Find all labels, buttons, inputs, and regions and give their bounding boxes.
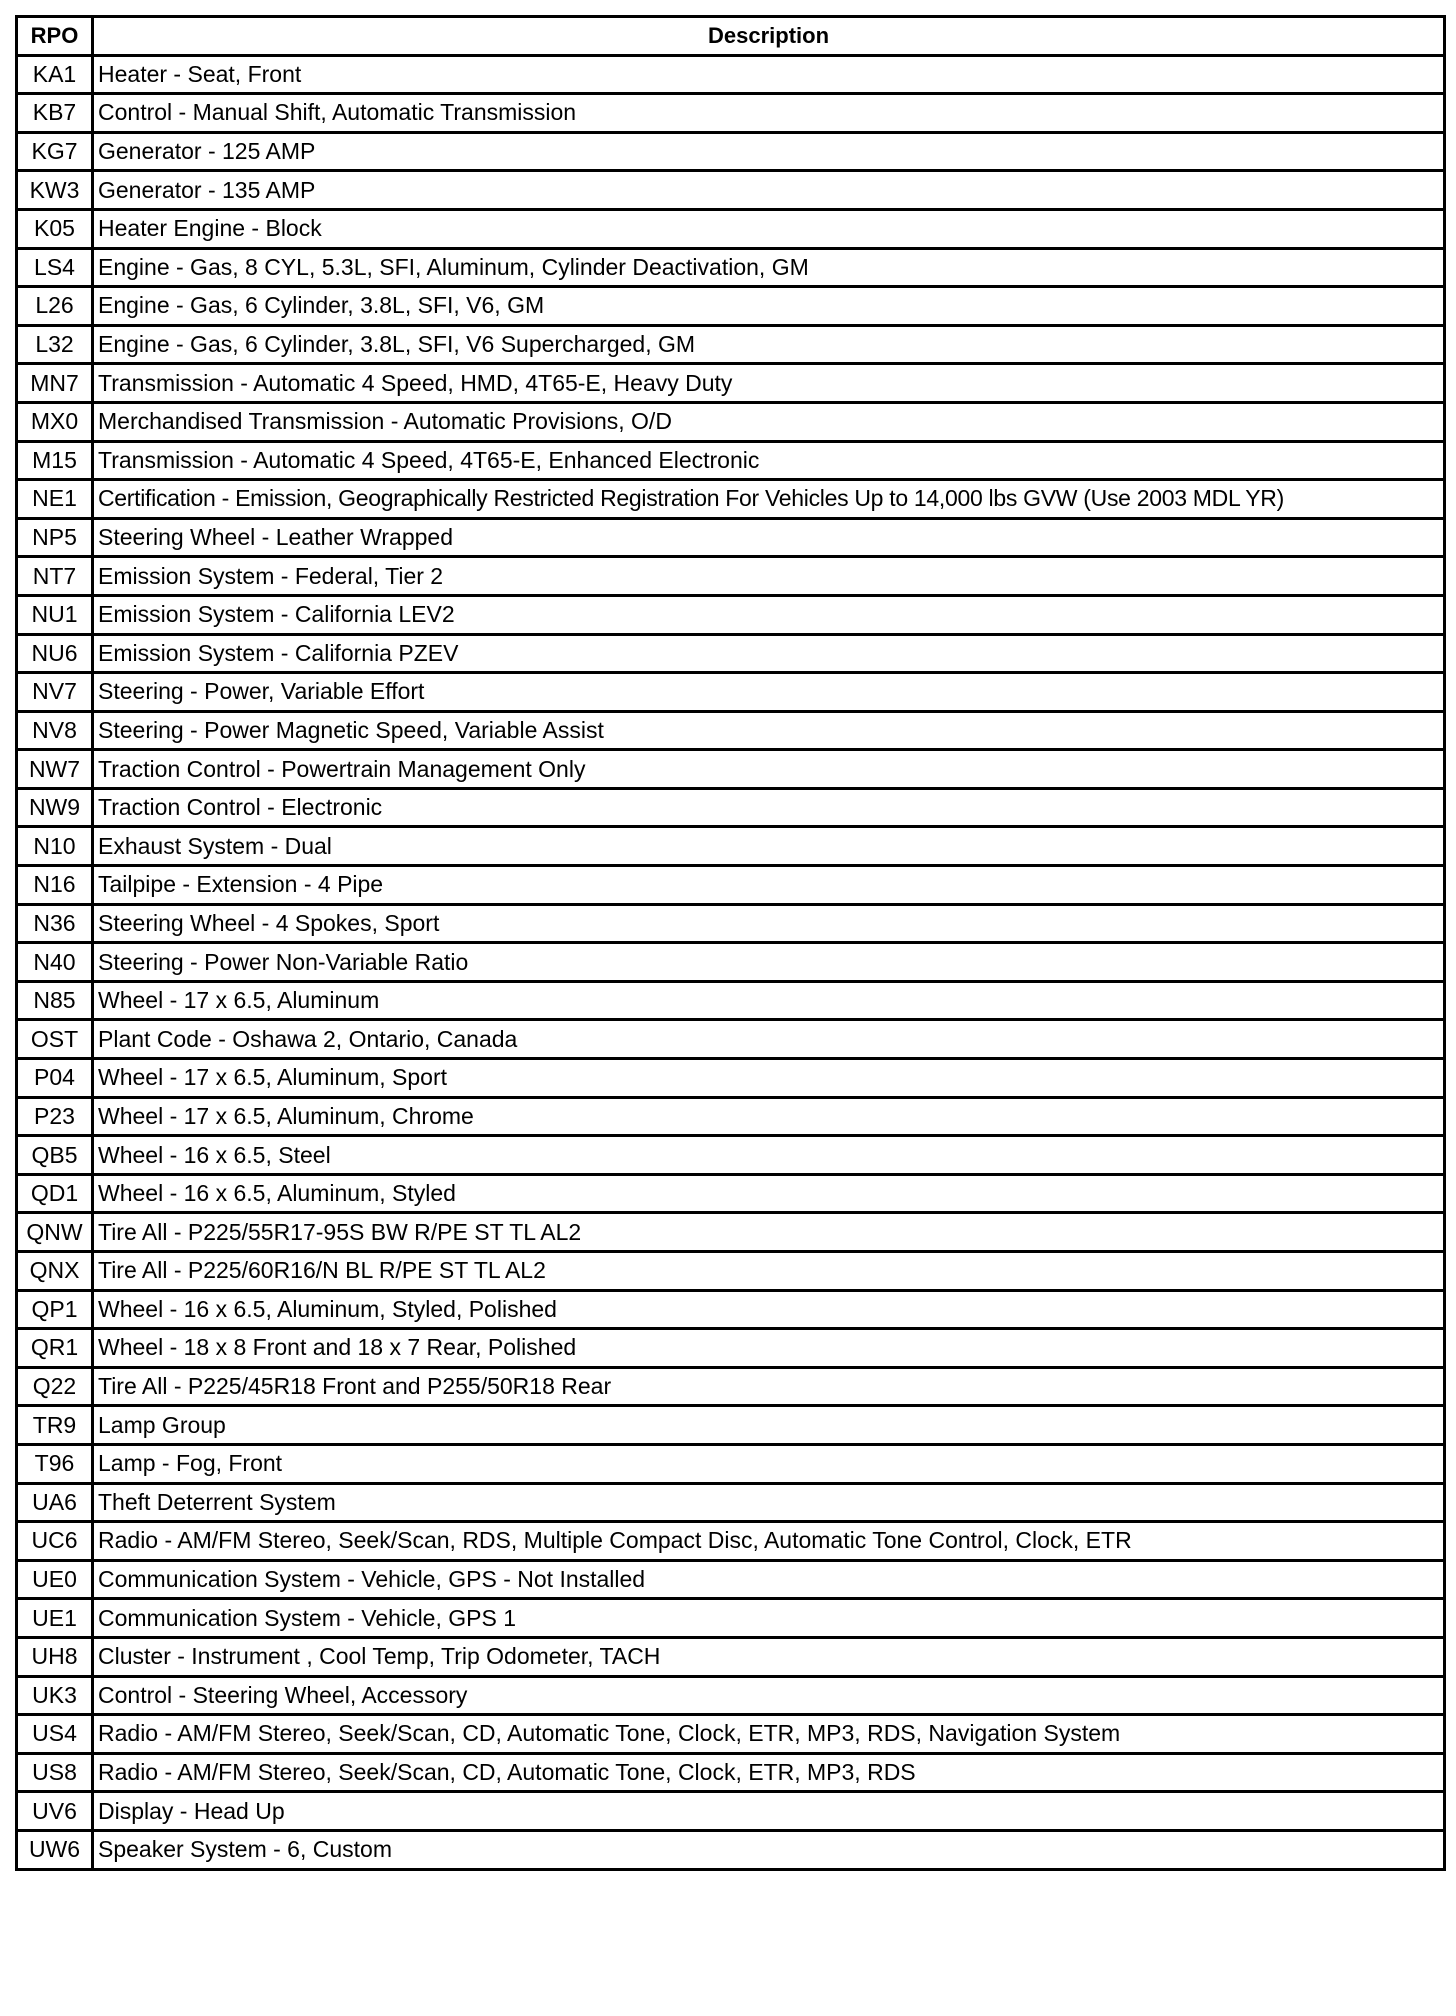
rpo-code-cell: NV7 [17, 673, 93, 712]
table-row [17, 1252, 1445, 1291]
table-row [17, 1830, 1445, 1869]
rpo-code-cell: UE0 [17, 1560, 93, 1599]
description-cell: Communication System - Vehicle, GPS 1 [93, 1599, 1445, 1638]
table-row [17, 1136, 1445, 1175]
table-row [17, 1676, 1445, 1715]
description-cell: Cluster - Instrument , Cool Temp, Trip Odometer, TACH [93, 1637, 1445, 1676]
table-row [17, 1329, 1445, 1368]
rpo-code-cell: MN7 [17, 364, 93, 403]
table-row [17, 325, 1445, 364]
rpo-code-cell: QNW [17, 1213, 93, 1252]
rpo-table [15, 15, 1446, 1871]
rpo-code-cell: UH8 [17, 1637, 93, 1676]
table-row [17, 866, 1445, 905]
description-cell: Steering - Power Non-Variable Ratio [93, 943, 1445, 982]
table-row [17, 1637, 1445, 1676]
table-row [17, 827, 1445, 866]
description-cell: Communication System - Vehicle, GPS - Not Installed [93, 1560, 1445, 1599]
description-cell: Transmission - Automatic 4 Speed, HMD, 4T65-E, Heavy Duty [93, 364, 1445, 403]
rpo-code-cell: US8 [17, 1753, 93, 1792]
rpo-code-cell: KG7 [17, 132, 93, 171]
description-column-header: Description [93, 17, 1445, 56]
description-cell: Radio - AM/FM Stereo, Seek/Scan, RDS, Multiple Compact Disc, Automatic Tone Control, Clock, ETR [93, 1522, 1445, 1561]
rpo-code-cell: KA1 [17, 55, 93, 94]
table-row [17, 788, 1445, 827]
table-row [17, 1522, 1445, 1561]
description-cell: Lamp - Fog, Front [93, 1444, 1445, 1483]
description-cell: Emission System - Federal, Tier 2 [93, 557, 1445, 596]
description-cell: Tire All - P225/60R16/N BL R/PE ST TL AL2 [93, 1252, 1445, 1291]
description-cell: Speaker System - 6, Custom [93, 1830, 1445, 1869]
rpo-code-cell: NW7 [17, 750, 93, 789]
table-row [17, 1599, 1445, 1638]
table-row [17, 55, 1445, 94]
table-row [17, 171, 1445, 210]
table-row [17, 634, 1445, 673]
description-cell: Control - Manual Shift, Automatic Transmission [93, 94, 1445, 133]
rpo-code-cell: NU1 [17, 595, 93, 634]
description-cell: Traction Control - Powertrain Management Only [93, 750, 1445, 789]
rpo-code-cell: TR9 [17, 1406, 93, 1445]
description-cell: Control - Steering Wheel, Accessory [93, 1676, 1445, 1715]
description-cell: Steering - Power Magnetic Speed, Variable Assist [93, 711, 1445, 750]
description-cell: Lamp Group [93, 1406, 1445, 1445]
rpo-code-cell: QB5 [17, 1136, 93, 1175]
description-cell: Radio - AM/FM Stereo, Seek/Scan, CD, Automatic Tone, Clock, ETR, MP3, RDS, Navigation System [93, 1715, 1445, 1754]
rpo-code-cell: QNX [17, 1252, 93, 1291]
description-cell: Wheel - 16 x 6.5, Aluminum, Styled [93, 1174, 1445, 1213]
description-cell: Display - Head Up [93, 1792, 1445, 1831]
description-cell: Wheel - 17 x 6.5, Aluminum, Chrome [93, 1097, 1445, 1136]
table-row [17, 132, 1445, 171]
rpo-code-cell: N10 [17, 827, 93, 866]
description-cell: Heater - Seat, Front [93, 55, 1445, 94]
rpo-code-cell: N16 [17, 866, 93, 905]
rpo-code-cell: NP5 [17, 518, 93, 557]
description-cell: Merchandised Transmission - Automatic Provisions, O/D [93, 402, 1445, 441]
rpo-code-cell: L26 [17, 287, 93, 326]
table-row [17, 1174, 1445, 1213]
description-cell: Engine - Gas, 6 Cylinder, 3.8L, SFI, V6 Supercharged, GM [93, 325, 1445, 364]
description-cell: Wheel - 16 x 6.5, Aluminum, Styled, Polished [93, 1290, 1445, 1329]
rpo-code-cell: QR1 [17, 1329, 93, 1368]
table-row [17, 518, 1445, 557]
rpo-code-cell: UK3 [17, 1676, 93, 1715]
description-cell: Wheel - 17 x 6.5, Aluminum, Sport [93, 1059, 1445, 1098]
description-cell: Certification - Emission, Geographically Restricted Registration For Vehicles Up to 14,000 lbs GVW (Use 2003 MDL YR) [93, 480, 1445, 519]
description-cell: Theft Deterrent System [93, 1483, 1445, 1522]
rpo-code-cell: UC6 [17, 1522, 93, 1561]
rpo-code-cell: N36 [17, 904, 93, 943]
description-cell: Engine - Gas, 6 Cylinder, 3.8L, SFI, V6, GM [93, 287, 1445, 326]
description-cell: Transmission - Automatic 4 Speed, 4T65-E, Enhanced Electronic [93, 441, 1445, 480]
description-cell: Exhaust System - Dual [93, 827, 1445, 866]
description-cell: Wheel - 16 x 6.5, Steel [93, 1136, 1445, 1175]
table-row [17, 480, 1445, 519]
rpo-code-cell: QD1 [17, 1174, 93, 1213]
rpo-code-cell: UE1 [17, 1599, 93, 1638]
description-cell: Steering Wheel - Leather Wrapped [93, 518, 1445, 557]
description-cell: Steering - Power, Variable Effort [93, 673, 1445, 712]
rpo-code-cell: KB7 [17, 94, 93, 133]
description-cell: Generator - 125 AMP [93, 132, 1445, 171]
description-cell: Engine - Gas, 8 CYL, 5.3L, SFI, Aluminum, Cylinder Deactivation, GM [93, 248, 1445, 287]
rpo-code-cell: P23 [17, 1097, 93, 1136]
rpo-code-cell: NT7 [17, 557, 93, 596]
table-row [17, 287, 1445, 326]
table-row [17, 711, 1445, 750]
rpo-code-cell: US4 [17, 1715, 93, 1754]
description-cell: Tailpipe - Extension - 4 Pipe [93, 866, 1445, 905]
table-row [17, 1059, 1445, 1098]
rpo-code-cell: NE1 [17, 480, 93, 519]
rpo-code-cell: K05 [17, 209, 93, 248]
table-row [17, 595, 1445, 634]
description-cell: Steering Wheel - 4 Spokes, Sport [93, 904, 1445, 943]
rpo-code-cell: NU6 [17, 634, 93, 673]
table-row [17, 402, 1445, 441]
rpo-code-cell: P04 [17, 1059, 93, 1098]
description-cell: Plant Code - Oshawa 2, Ontario, Canada [93, 1020, 1445, 1059]
description-cell: Heater Engine - Block [93, 209, 1445, 248]
rpo-code-cell: N85 [17, 981, 93, 1020]
rpo-code-cell: LS4 [17, 248, 93, 287]
rpo-code-cell: MX0 [17, 402, 93, 441]
table-row [17, 1715, 1445, 1754]
rpo-code-cell: NV8 [17, 711, 93, 750]
rpo-code-cell: UA6 [17, 1483, 93, 1522]
description-cell: Emission System - California PZEV [93, 634, 1445, 673]
description-cell: Tire All - P225/45R18 Front and P255/50R18 Rear [93, 1367, 1445, 1406]
table-row [17, 1290, 1445, 1329]
table-row [17, 248, 1445, 287]
table-row [17, 904, 1445, 943]
table-row [17, 557, 1445, 596]
rpo-code-cell: T96 [17, 1444, 93, 1483]
table-row [17, 1753, 1445, 1792]
rpo-code-cell: OST [17, 1020, 93, 1059]
table-row [17, 94, 1445, 133]
table-row [17, 1792, 1445, 1831]
table-row [17, 1444, 1445, 1483]
table-row [17, 1367, 1445, 1406]
table-row [17, 750, 1445, 789]
table-row [17, 1213, 1445, 1252]
rpo-code-cell: NW9 [17, 788, 93, 827]
table-row [17, 1020, 1445, 1059]
table-row [17, 1097, 1445, 1136]
rpo-code-cell: UW6 [17, 1830, 93, 1869]
table-row [17, 981, 1445, 1020]
rpo-column-header: RPO [17, 17, 93, 56]
description-cell: Generator - 135 AMP [93, 171, 1445, 210]
description-cell: Wheel - 17 x 6.5, Aluminum [93, 981, 1445, 1020]
table-row [17, 1406, 1445, 1445]
table-row [17, 364, 1445, 403]
header-row [17, 17, 1445, 56]
table-row [17, 673, 1445, 712]
description-cell: Radio - AM/FM Stereo, Seek/Scan, CD, Automatic Tone, Clock, ETR, MP3, RDS [93, 1753, 1445, 1792]
rpo-sheet [15, 15, 1443, 1871]
rpo-code-cell: L32 [17, 325, 93, 364]
rpo-code-cell: Q22 [17, 1367, 93, 1406]
rpo-code-cell: M15 [17, 441, 93, 480]
description-cell: Tire All - P225/55R17-95S BW R/PE ST TL AL2 [93, 1213, 1445, 1252]
rpo-code-cell: KW3 [17, 171, 93, 210]
description-cell: Wheel - 18 x 8 Front and 18 x 7 Rear, Polished [93, 1329, 1445, 1368]
table-row [17, 943, 1445, 982]
table-row [17, 209, 1445, 248]
rpo-code-cell: N40 [17, 943, 93, 982]
rpo-code-cell: QP1 [17, 1290, 93, 1329]
rpo-code-cell: UV6 [17, 1792, 93, 1831]
rpo-table-body [17, 55, 1445, 1869]
table-row [17, 1560, 1445, 1599]
table-row [17, 1483, 1445, 1522]
table-row [17, 441, 1445, 480]
description-cell: Traction Control - Electronic [93, 788, 1445, 827]
description-cell: Emission System - California LEV2 [93, 595, 1445, 634]
